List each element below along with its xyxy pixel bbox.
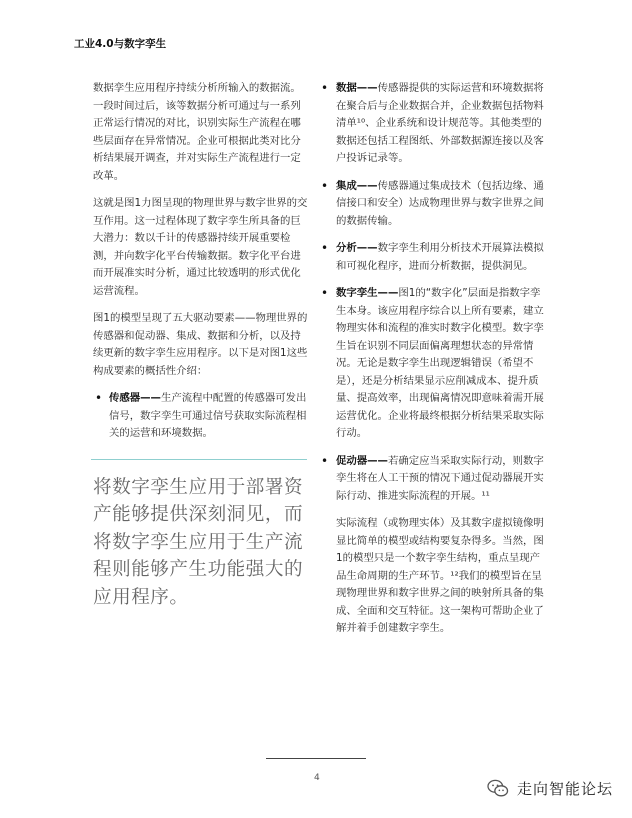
- bullet-dot-icon: •: [321, 178, 329, 193]
- bullet-term: 集成——: [336, 179, 378, 192]
- bullet-item-data: [321, 80, 546, 168]
- bullet-text: 传感器通过集成技术（包括边缘、通信接口和安全）达成物理世界与数字世界之间的数据传输。: [336, 179, 544, 227]
- bullet-item-integration: [321, 178, 546, 231]
- divider-line: [91, 459, 307, 460]
- paragraph: 数据孪生应用程序持续分析所输入的数据流。一段时间过后，该等数据分析可通过与一系列正常运行情况的对比，识别实际生产流程在哪些层面存在异常情况。企业可根据此类对比分析结果展开调查，并对实际生产流程进行一定改革。: [93, 82, 301, 182]
- bullet-list: [321, 80, 546, 505]
- bullet-dot-icon: •: [95, 391, 103, 405]
- watermark-text: 走向智能论坛: [517, 780, 614, 798]
- bullet-term: 数字孪生——: [336, 287, 399, 299]
- bullet-item-digital-twin: [321, 285, 546, 443]
- bullet-dot-icon: •: [321, 286, 329, 300]
- bullet-text: 图1的“数字化”层面是指数字孪生本身。该应用程序综合以上所有要素，建立物理实体和流程的准实时数字化模型。数字孪生旨在识别不同层面偏离理想状态的异常情况。无论是数字孪生出现逻辑错误（希望不是），还是分析结果显示应削减成本、提升质量、提高效率，出现偏离情况即意味着需开展运营优化。企业将最终根据分析结果采取实际行动。: [336, 287, 544, 439]
- bullet-dot-icon: •: [321, 453, 329, 468]
- bullet-text: 传感器提供的实际运营和环境数据将在聚合后与企业数据合并，企业数据包括物料清单¹⁰、企业系统和设计规范等。其他类型的数据还包括工程图纸、外部数据源连接以及客户投诉记录等。: [336, 82, 544, 164]
- bullet-text: 生产流程中配置的传感器可发出信号，数字孪生可通过信号获取实际流程相关的运营和环境数据。: [109, 392, 307, 439]
- bullet-text: 数字孪生利用分析技术开展算法模拟和可视化程序，进而分析数据，提供洞见。: [336, 242, 544, 272]
- paragraph: 实际流程（或物理实体）及其数字虚拟镜像明显比简单的模型或结构要复杂得多。当然，图1的模型只是一个数字孪生结构，重点呈现产品生命周期的生产环节。¹²我们的模型旨在呈现物理世界和数字世界之间的映射所具备的集成、全面和交互特征。这一架构可帮助企业了解并着手创建数字孪生。: [336, 517, 544, 634]
- wechat-icon: [487, 779, 509, 799]
- bullet-term: 数据——: [336, 82, 378, 94]
- bullet-item-analytics: [321, 240, 546, 275]
- bullet-term: 传感器——: [109, 392, 161, 404]
- page-number: 4: [314, 773, 320, 783]
- right-column: [321, 80, 546, 648]
- running-title: 工业4.0与数字孪生: [74, 38, 167, 50]
- footer-rule: [266, 758, 366, 759]
- pull-quote: 将数字孪生应用于部署资产能够提供深刻洞见，而将数字孪生应用于生产流程则能够产生功能强大的应用程序。: [93, 476, 304, 608]
- bullet-term: 分析——: [336, 242, 378, 254]
- bullet-text: 若确定应当采取实际行动，则数字孪生将在人工干预的情况下通过促动器展开实际行动、推进实际流程的开展。¹¹: [336, 454, 544, 502]
- bullet-item-actuators: [321, 453, 546, 506]
- bullet-list: [93, 390, 309, 443]
- bullet-term: 促动器——: [336, 454, 388, 467]
- paragraph: 这就是图1力图呈现的物理世界与数字世界的交互作用。这一过程体现了数字孪生所具备的巨大潜力：数以千计的传感器持续开展重要检测，并向数字化平台传输数据。数字化平台进而开展准实时分析，通过比较透明的形式优化运营流程。: [93, 197, 308, 297]
- left-column: [93, 80, 309, 611]
- paragraph: 图1的模型呈现了五大驱动要素——物理世界的传感器和促动器、集成、数据和分析，以及持续更新的数字孪生应用程序。以下是对图1这些构成要素的概括性介绍：: [93, 312, 308, 377]
- bullet-dot-icon: •: [321, 241, 329, 255]
- watermark: [487, 778, 613, 799]
- bullet-dot-icon: •: [321, 81, 329, 95]
- bullet-item-sensors: [95, 390, 309, 443]
